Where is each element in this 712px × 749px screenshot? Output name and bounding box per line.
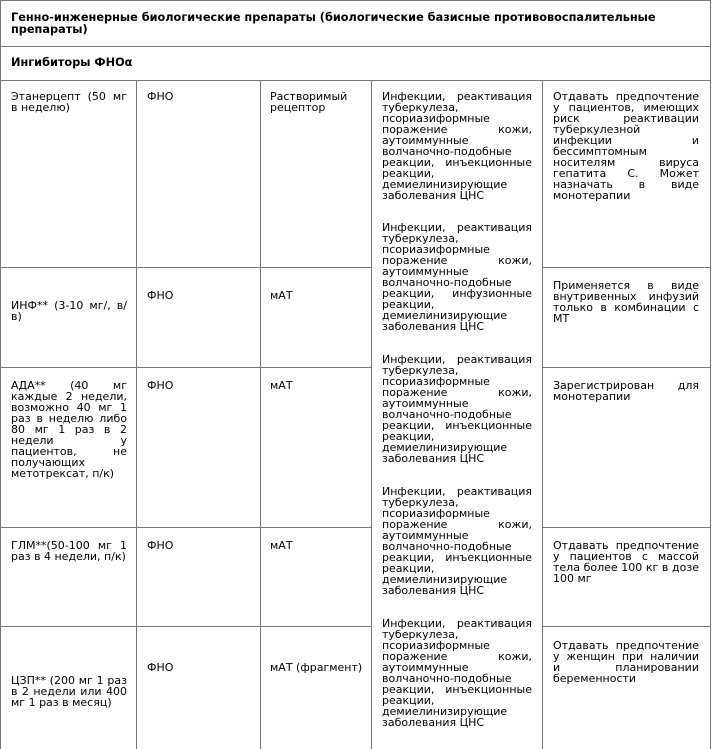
drug-structure: мАТ (фрагмент) (270, 661, 363, 674)
drug-target: ФНО (147, 539, 174, 552)
col-separator (371, 80, 372, 749)
row-separator (0, 367, 372, 368)
drug-target: ФНО (147, 661, 174, 674)
row-separator (542, 626, 711, 627)
row-separator (542, 367, 711, 368)
row-separator (542, 527, 711, 528)
adverse-effects: Инфекции, реактивация туберкулеза, псориазиформные поражение кожи, аутоиммунные волчаночно-подобные реакции, инъекционные реакции, демиелинизирующие заболевания ЦНС (382, 90, 532, 202)
usage-notes: Отдавать предпочтение у пациентов, имеющих риск реактивации туберкулезной инфекции и бессимптомным носителям вируса гепатита С. Может назначать в виде монотерапии (553, 90, 699, 202)
table-border-right (710, 0, 711, 749)
drug-target: ФНО (147, 289, 174, 302)
table-border-top (0, 0, 711, 1)
adverse-effects: Инфекции, реактивация туберкулеза, псориазиформные поражение кожи, аутоиммунные волчаночно-подобные реакции, инъекционные реакции, демиелинизирующие заболевания ЦНС (382, 485, 532, 597)
drug-name: Этанерцепт (50 мг в неделю) (11, 90, 127, 114)
usage-notes: Применяется в виде внутривенных инфузий только в комбинации с МТ (553, 279, 699, 325)
subsection-header: Ингибиторы ФНОα (11, 56, 133, 69)
row-separator (0, 527, 372, 528)
col-separator (542, 80, 543, 749)
drug-name: ИНФ** (3-10 мг/, в/в) (11, 299, 127, 323)
section-header: Генно-инженерные биологические препараты (биологические базисные противовоспалительные препараты) (11, 11, 656, 36)
drug-name: ЦЗП** (200 мг 1 раз в 2 недели или 400 мг 1 раз в месяц) (11, 674, 127, 709)
drug-target: ФНО (147, 90, 174, 103)
drug-structure: мАТ (270, 379, 293, 392)
drug-structure: Растворимый рецептор (270, 90, 348, 114)
drug-name: АДА** (40 мг каждые 2 недели, возможно 40 мг 1 раз в неделю либо 80 мг 1 раз в 2 недели у пациентов, не получающих метотрексат, п/к) (11, 379, 127, 480)
drug-name: ГЛМ**(50-100 мг 1 раз в 4 недели, п/к) (11, 539, 127, 563)
drug-structure: мАТ (270, 289, 293, 302)
adverse-effects: Инфекции, реактивация туберкулеза, псориазиформные поражение кожи, аутоиммунные волчаночно-подобные реакции, инъекционные реакции, демиелинизирующие заболевания ЦНС (382, 617, 532, 729)
header-divider (0, 46, 711, 47)
row-separator (0, 267, 372, 268)
adverse-effects: Инфекции, реактивация туберкулеза, псориазиформные поражение кожи, аутоиммунные волчаночно-подобные реакции, инфузионные реакции, демиелинизирующие заболевания ЦНС (382, 221, 532, 333)
col-separator (260, 80, 261, 749)
row-separator (542, 267, 711, 268)
usage-notes: Отдавать предпочтение у женщин при наличии и планировании беременности (553, 639, 699, 685)
col-separator (136, 80, 137, 749)
adverse-effects: Инфекции, реактивация туберкулеза, псориазиформные поражение кожи, аутоиммунные волчаночно-подобные реакции, инъекционные реакции, демиелинизирующие заболевания ЦНС (382, 353, 532, 465)
subheader-divider (0, 80, 711, 81)
drug-structure: мАТ (270, 539, 293, 552)
row-separator (0, 626, 372, 627)
table-border-left (0, 0, 1, 749)
usage-notes: Отдавать предпочтение у пациентов с массой тела более 100 кг в дозе 100 мг (553, 539, 699, 585)
usage-notes: Зарегистрирован для монотерапии (553, 379, 699, 403)
drug-target: ФНО (147, 379, 174, 392)
